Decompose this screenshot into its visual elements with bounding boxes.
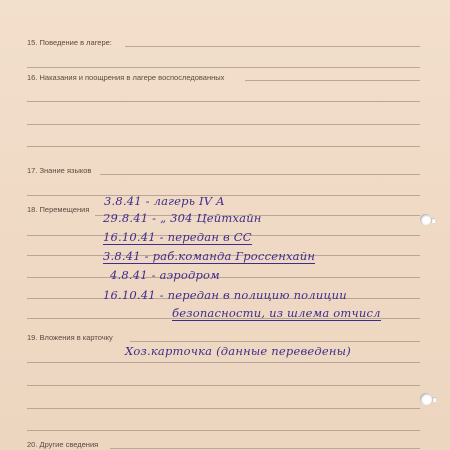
handwritten-entry: 4.8.41 - аэродром xyxy=(110,268,220,282)
field-19-line xyxy=(130,341,420,342)
field-20-label: 20. Другие сведения xyxy=(27,440,99,449)
handwritten-entry: 16.10.41 - передан в СС xyxy=(103,230,252,244)
field-16-line-2 xyxy=(27,101,420,102)
binder-hole xyxy=(420,214,431,225)
handwritten-entry: 3.8.41 - лагерь IV A xyxy=(104,194,225,208)
handwritten-entry: 16.10.41 - передан в полицию полиции xyxy=(103,288,347,302)
field-18-line-4 xyxy=(27,277,420,278)
handwritten-entry: безопасности, из шлема отчисл xyxy=(172,306,381,320)
field-17-label: 17. Знание языков xyxy=(27,166,92,175)
field-16-line-3 xyxy=(27,124,420,125)
field-15-line xyxy=(125,46,420,47)
field-19-label: 19. Вложения в карточку xyxy=(27,333,113,342)
handwritten-entry: Хоз.карточка (данные переведены) xyxy=(125,344,351,358)
field-16-label: 16. Наказания и поощрения в лагере воспоследованных xyxy=(27,73,225,82)
binder-hole-notch xyxy=(432,397,436,402)
binder-hole-notch xyxy=(431,218,435,223)
field-19-line-4 xyxy=(27,408,420,409)
field-16-line xyxy=(245,80,420,81)
binder-hole xyxy=(420,393,432,405)
field-15-label: 15. Поведение в лагере: xyxy=(27,38,112,47)
field-20-line xyxy=(110,448,420,449)
field-18-label: 18. Перемещения xyxy=(27,205,90,214)
handwritten-entry: 3.8.41 - раб.команда Гроссенхайн xyxy=(103,249,316,263)
field-19-line-3 xyxy=(27,385,420,386)
field-16-line-4 xyxy=(27,146,420,147)
handwritten-entry: 29.8.41 - „ 304 Цейтхайн xyxy=(103,211,262,225)
field-19-line-5 xyxy=(27,430,420,431)
field-19-line-2 xyxy=(27,362,420,363)
field-17-line xyxy=(100,174,420,175)
field-15-line-2 xyxy=(27,67,420,68)
